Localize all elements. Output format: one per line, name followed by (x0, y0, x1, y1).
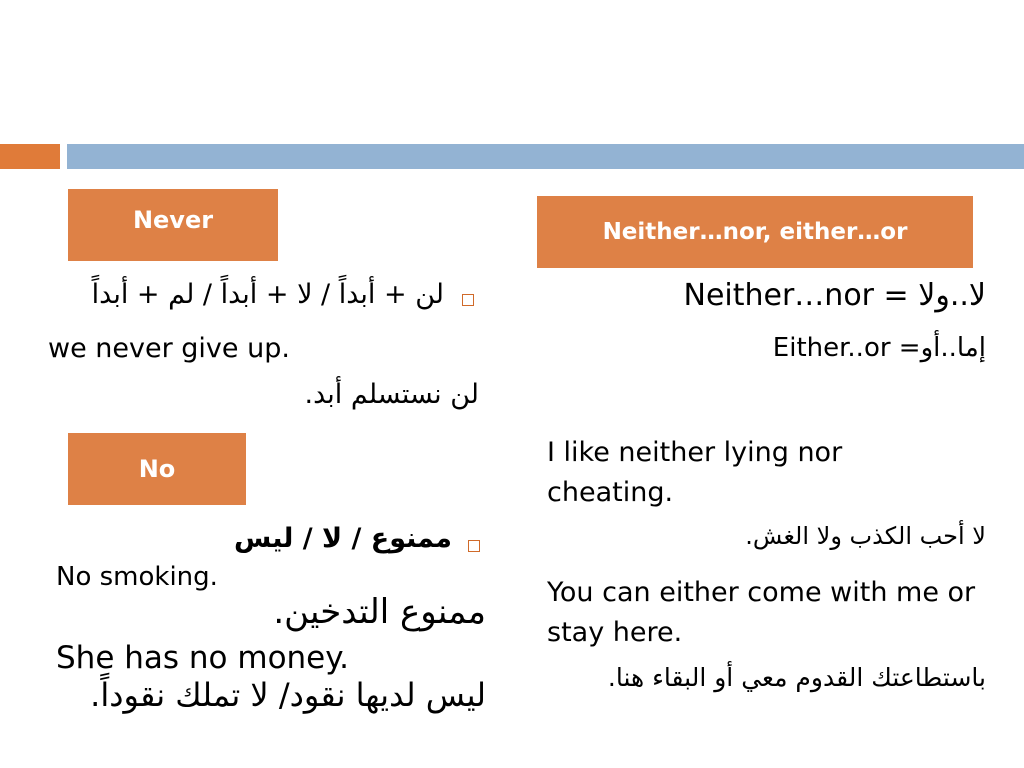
no-rule-arabic: ممنوع / لا / ليس (234, 523, 452, 554)
header-accent-bar-blue (67, 144, 1024, 169)
neither-example-arabic: لا أحب الكذب ولا الغش. (745, 522, 986, 550)
either-or-rule: Either..or =إما..أو (772, 333, 986, 363)
neither-either-label-box (537, 196, 973, 268)
never-example-english: we never give up. (48, 333, 290, 364)
never-rule-arabic: لن + أبداً / لا + أبداً / لم + أبداً (91, 279, 444, 310)
no-label-box (68, 433, 246, 505)
never-label-text: Never (132, 206, 214, 234)
no-example2-arabic: ليس لديها نقود/ لا تملك نقوداً. (90, 676, 486, 714)
no-example1-arabic: ممنوع التدخين. (273, 592, 486, 632)
no-example1-english: No smoking. (56, 562, 218, 592)
header-accent-bar-orange (0, 144, 60, 169)
neither-example-english: I like neither lying nor cheating. (547, 437, 843, 508)
no-label-text: No (138, 455, 176, 483)
either-example-arabic: باستطاعتك القدوم معي أو البقاء هنا. (607, 663, 986, 692)
never-example-arabic: لن نستسلم أبد. (304, 379, 479, 410)
square-bullet-icon (462, 294, 474, 306)
either-example-english: You can either come with me or stay here. (547, 577, 976, 648)
square-bullet-icon (468, 540, 480, 552)
neither-nor-rule: Neither…nor = لا..ولا (683, 278, 986, 313)
no-example2-english: She has no money. (56, 640, 350, 676)
never-label-box (68, 189, 278, 261)
neither-either-label-text: Neither…nor, either…or (602, 219, 908, 245)
